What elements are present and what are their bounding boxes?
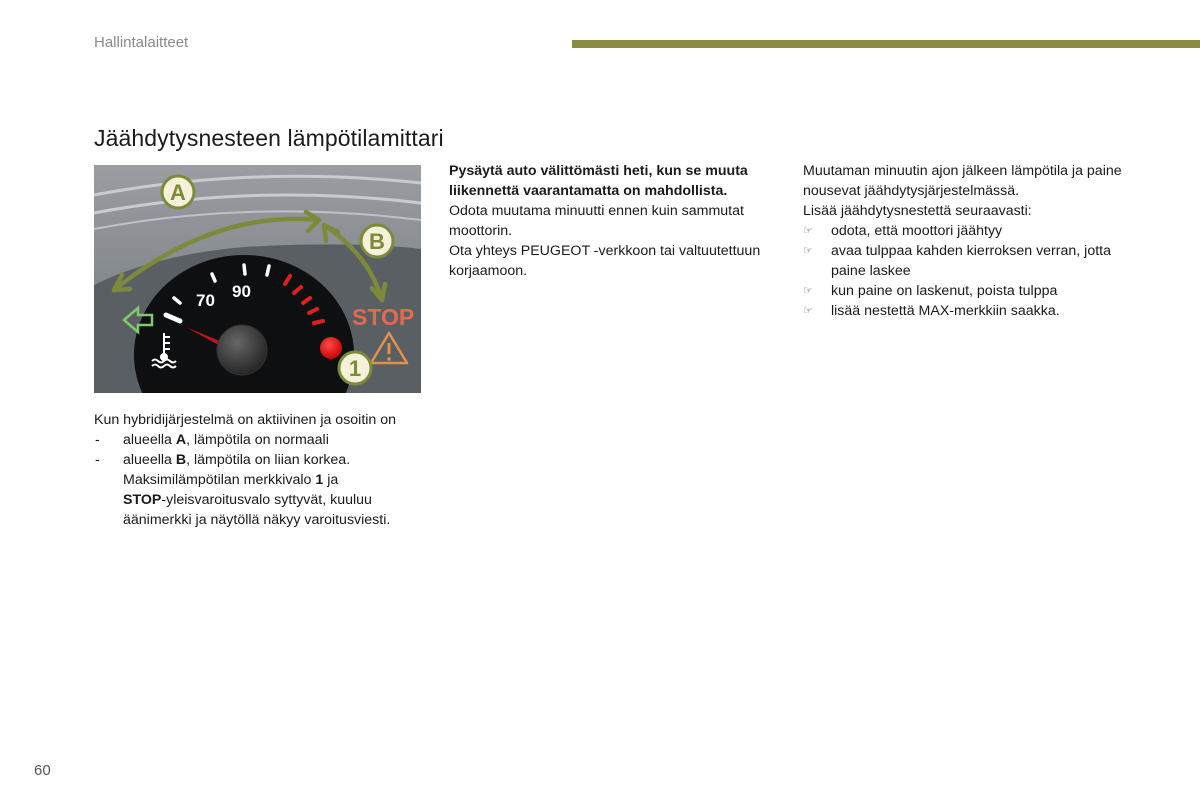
warning-number-badge — [339, 352, 371, 384]
hand-pointer-icon: ☞ — [803, 245, 813, 257]
list-item — [803, 221, 1133, 241]
hand-pointer-icon: ☞ — [803, 225, 813, 237]
max-temperature-warning-light — [320, 337, 342, 359]
zone-intro: Kun hybridijärjestelmä on aktiivinen ja osoitin on — [94, 412, 397, 428]
topup-intro: Lisää jäähdytysnestettä seuraavasti: — [803, 203, 1032, 219]
step-text: avaa tulppaa kahden kierroksen verran, jotta paine laskee — [831, 243, 1111, 279]
section-label: Hallintalaitteet — [94, 34, 189, 51]
dash-marker: - — [95, 432, 100, 448]
page-title: Jäähdytysnesteen lämpötilamittari — [94, 125, 444, 151]
zone-b-stop-word: STOP — [123, 492, 162, 508]
coolant-topup-procedure — [803, 161, 1133, 321]
page-number: 60 — [34, 762, 51, 779]
zone-b-line2-pre: Maksimilämpötilan merkkivalo — [123, 472, 316, 488]
wait-instruction: Odota muutama minuutti ennen kuin sammutat moottorin. — [449, 203, 744, 239]
warning-number-label: 1 — [348, 356, 362, 381]
list-item — [803, 281, 1133, 301]
zone-b-text-post: , lämpötila on liian korkea. — [186, 452, 351, 468]
list-item — [803, 241, 1133, 281]
temperature-gauge-figure — [94, 165, 421, 393]
pressure-intro: Muutaman minuutin ajon jälkeen lämpötila ja paine nousevat jäähdytysjärjestelmässä. — [803, 163, 1122, 199]
zone-a-letter: A — [175, 432, 187, 448]
header-rule — [572, 40, 1200, 48]
zone-b-light-number: 1 — [315, 472, 324, 488]
list-item — [94, 430, 429, 450]
gauge-illustration — [94, 165, 421, 393]
hand-pointer-icon: ☞ — [803, 305, 813, 317]
warning-instructions — [449, 161, 779, 281]
zone-a-badge — [162, 176, 194, 208]
step-text: lisää nestettä MAX-merkkiin saakka. — [831, 303, 1060, 319]
step-text: odota, että moottori jäähtyy — [831, 223, 1003, 239]
gauge-zone-explanation — [94, 410, 429, 530]
step-text: kun paine on laskenut, poista tulppa — [831, 283, 1058, 299]
scale-label-70: 70 — [196, 291, 215, 310]
zone-a-text-post: , lämpötila on normaali — [186, 432, 329, 448]
dash-marker: - — [95, 452, 100, 468]
zone-b-text-pre: alueella — [123, 452, 176, 468]
contact-instruction: Ota yhteys PEUGEOT -verkkoon tai valtuutettuun korjaamoon. — [449, 243, 761, 279]
zone-list — [94, 430, 429, 530]
zone-b-label: B — [369, 229, 385, 254]
zone-b-letter: B — [175, 452, 187, 468]
zone-a-text-pre: alueella — [123, 432, 176, 448]
stop-warning-label: STOP — [352, 304, 415, 330]
needle-hub — [217, 325, 267, 375]
zone-b-badge — [361, 225, 393, 257]
zone-a-label: A — [170, 180, 186, 205]
list-item — [803, 301, 1133, 321]
zone-b-line3-post: -yleisvaroitusvalo syttyvät, kuuluu äänimerkki ja näytöllä näkyy varoitusviesti. — [123, 492, 391, 528]
topup-steps — [803, 221, 1133, 321]
list-item — [94, 450, 429, 530]
scale-label-90: 90 — [232, 282, 251, 301]
hand-pointer-icon: ☞ — [803, 285, 813, 297]
stop-immediately-warning: Pysäytä auto välittömästi heti, kun se muuta liikennettä vaarantamatta on mahdollista. — [449, 163, 748, 199]
zone-b-line2-mid: ja — [323, 472, 339, 488]
